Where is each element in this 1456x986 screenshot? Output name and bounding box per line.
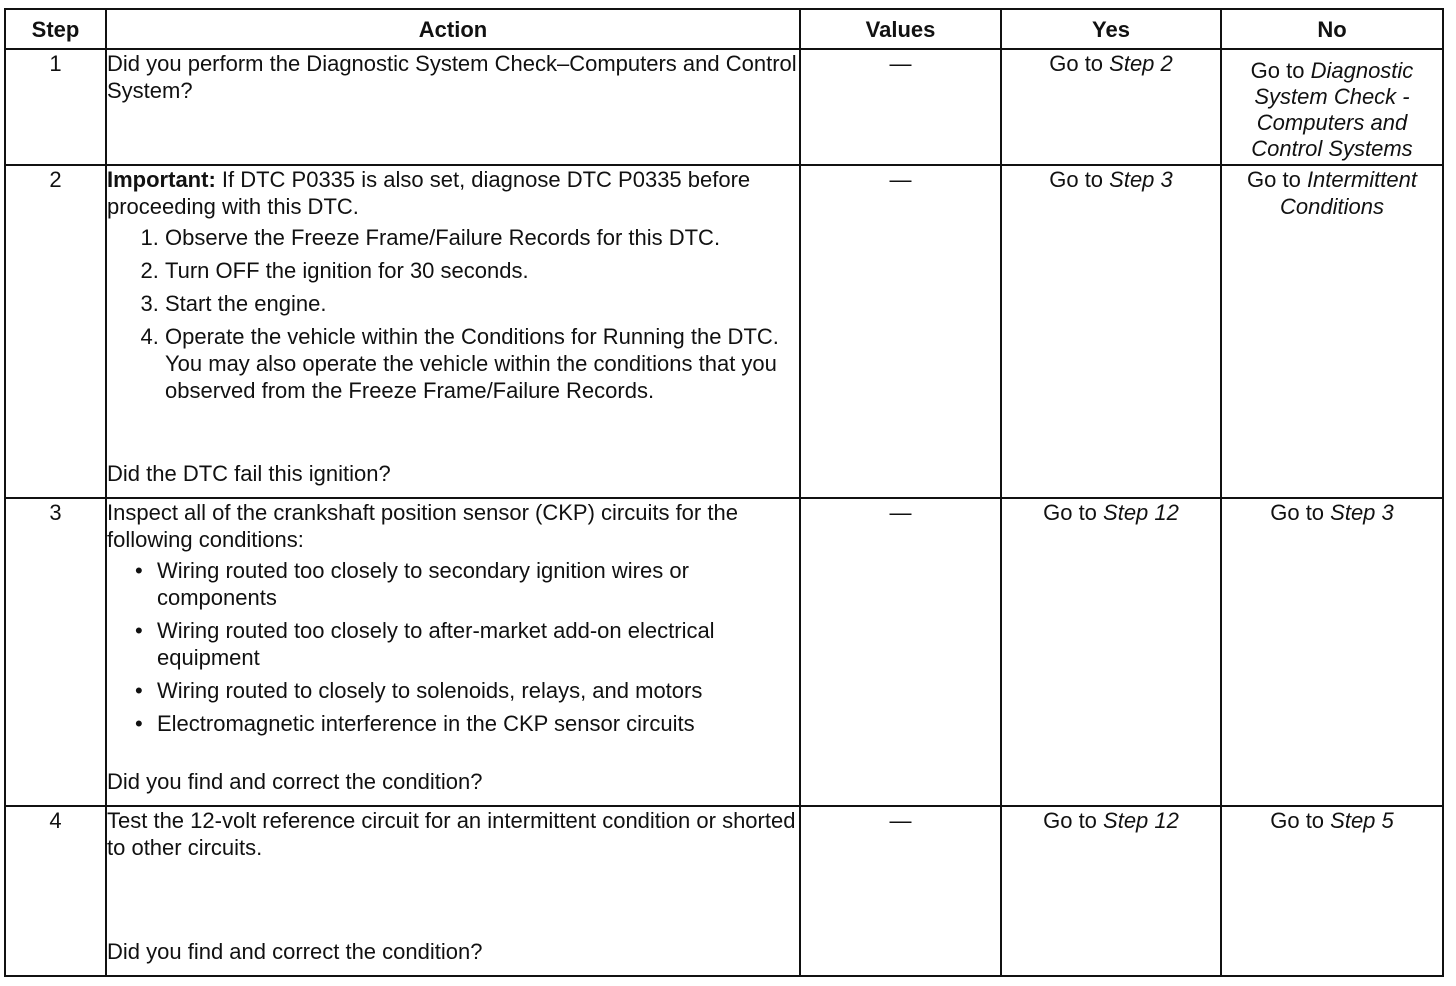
no-link[interactable]: Intermittent Conditions [1280,167,1417,219]
header-yes: Yes [1001,9,1221,49]
header-action: Action [106,9,800,49]
important-text: If DTC P0335 is also set, diagnose DTC P0335 before proceeding with this DTC. [107,167,751,219]
condition-list [107,557,799,737]
step-number: 2 [5,165,106,498]
bullet-icon: • [135,618,143,643]
step-number: 4 [5,806,106,976]
list-item: 4. Operate the vehicle within the Conditions for Running the DTC. You may also operate the vehicle within the conditions that you observed from the Freeze Frame/Failure Records. [165,323,799,404]
procedure-list [107,224,799,404]
yes-prefix: Go to [1049,167,1110,192]
yes-prefix: Go to [1049,51,1110,76]
no-link[interactable]: Step 3 [1330,500,1394,525]
yes-cell [1001,49,1221,165]
list-item: 3. Start the engine. [165,290,799,317]
no-prefix: Go to [1270,500,1331,525]
action-question: Did you find and correct the condition? [107,769,483,794]
header-values: Values [800,9,1001,49]
yes-cell [1001,165,1221,498]
bullet-icon: • [135,558,143,583]
bullet-icon: • [135,711,143,736]
diagnostic-table [4,8,1444,977]
yes-link[interactable]: Step 12 [1103,808,1179,833]
step-number: 3 [5,498,106,806]
action-intro: Test the 12-volt reference circuit for an intermittent condition or shorted to other circuits. [107,808,796,860]
header-no: No [1221,9,1443,49]
yes-cell [1001,498,1221,806]
table-row [5,165,1443,498]
no-cell [1221,806,1443,976]
list-item: • Wiring routed to closely to solenoids, relays, and motors [135,678,703,703]
action-cell [106,806,800,976]
no-cell [1221,498,1443,806]
header-step: Step [5,9,106,49]
values-cell: — [800,165,1001,498]
action-cell [106,498,800,806]
step-number: 1 [5,49,106,165]
no-cell [1221,49,1443,165]
list-item: 2. Turn OFF the ignition for 30 seconds. [165,257,799,284]
yes-link[interactable]: Step 12 [1103,500,1179,525]
yes-prefix: Go to [1043,500,1104,525]
yes-cell [1001,806,1221,976]
action-cell [106,49,800,165]
values-cell: — [800,806,1001,976]
list-item: • Wiring routed too closely to secondary ignition wires or components [135,558,689,610]
no-prefix: Go to [1270,808,1331,833]
no-prefix: Go to [1247,167,1307,192]
no-link[interactable]: Step 5 [1330,808,1394,833]
bullet-icon: • [135,678,143,703]
table-row [5,49,1443,165]
values-cell: — [800,49,1001,165]
yes-prefix: Go to [1043,808,1104,833]
important-note [107,166,799,220]
yes-link[interactable]: Step 3 [1109,167,1173,192]
list-item: • Electromagnetic interference in the CKP sensor circuits [135,711,695,736]
yes-link[interactable]: Step 2 [1109,51,1173,76]
action-question: Did you find and correct the condition? [107,939,483,964]
important-label: Important: [107,167,216,192]
values-cell: — [800,498,1001,806]
no-prefix: Go to [1250,58,1311,83]
action-cell [106,165,800,498]
header-row [5,9,1443,49]
list-item: 1. Observe the Freeze Frame/Failure Records for this DTC. [165,224,799,251]
table-row [5,498,1443,806]
action-intro: Inspect all of the crankshaft position sensor (CKP) circuits for the following conditions: [107,500,738,552]
action-text: Did you perform the Diagnostic System Check–Computers and Control System? [107,51,797,103]
list-item: • Wiring routed too closely to after-market add-on electrical equipment [135,618,715,670]
no-link[interactable]: Diagnostic System Check - Computers and Control Systems [1251,58,1414,161]
table-row [5,806,1443,976]
action-question: Did the DTC fail this ignition? [107,461,391,486]
no-cell [1221,165,1443,498]
